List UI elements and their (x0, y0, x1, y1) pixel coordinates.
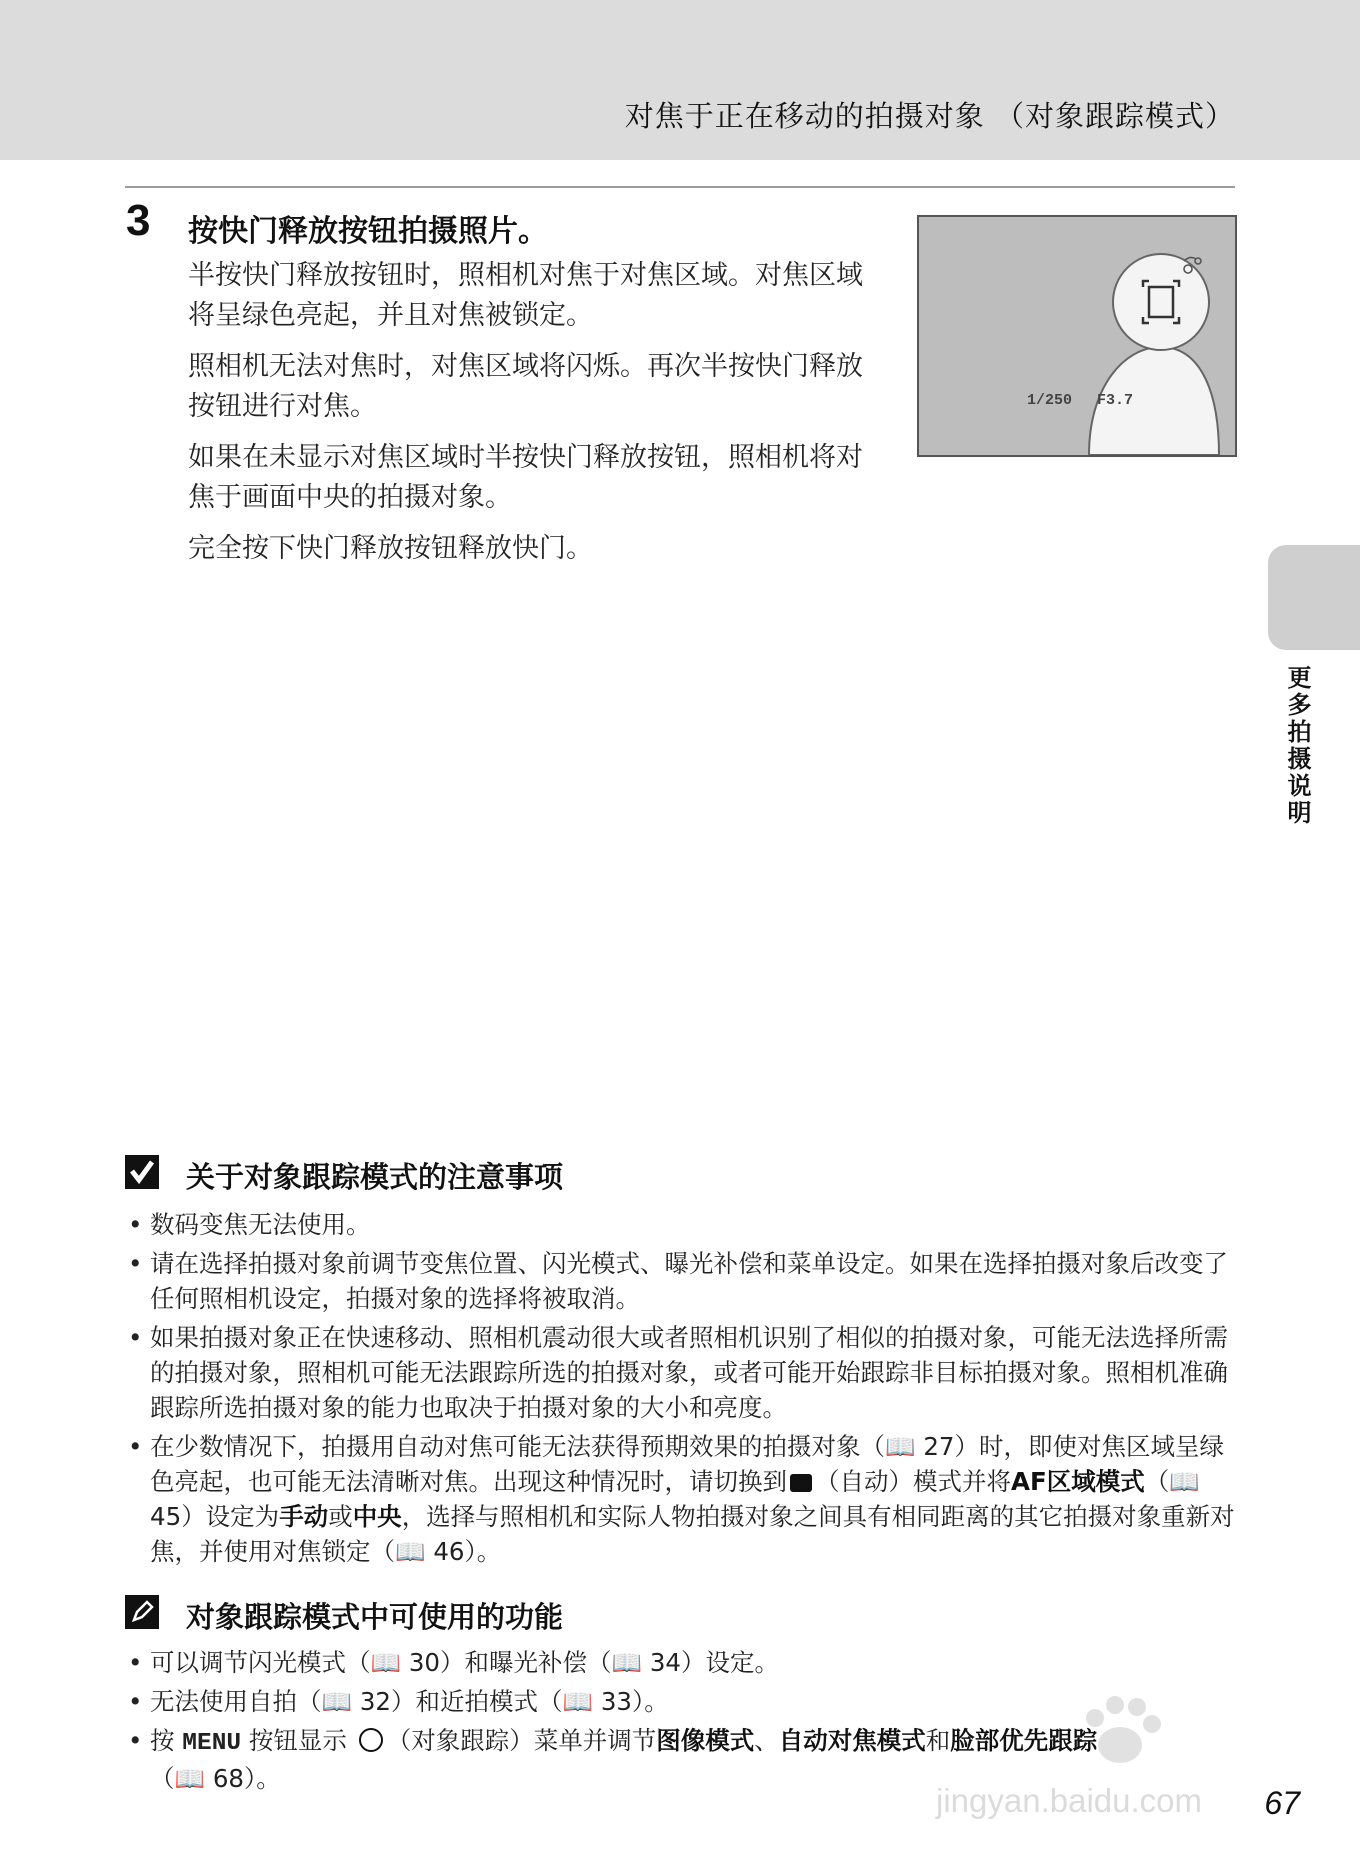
caution-note-list (128, 1207, 1238, 1573)
subject-tracking-icon (359, 1728, 383, 1752)
monitor-graphic (919, 217, 1235, 455)
section-divider (125, 186, 1235, 188)
list-item: • 无法使用自拍（📖 32）和近拍模式（📖 33）。 (128, 1684, 1238, 1719)
step-number: 3 (126, 196, 151, 245)
page-header-title: 对焦于正在移动的拍摄对象 （对象跟踪模式） (624, 99, 1235, 133)
page-reference: 33 (600, 1687, 632, 1716)
page-reference: 68 (212, 1764, 244, 1793)
list-item: • 请在选择拍摄对象前调节变焦位置、闪光模式、曝光补偿和菜单设定。如果在选择拍摄对象后改变了任何照相机设定，拍摄对象的选择将被取消。 (128, 1246, 1238, 1316)
step-paragraph: 半按快门释放按钮时，照相机对焦于对焦区域。对焦区域将呈绿色亮起，并且对焦被锁定。 (188, 260, 863, 331)
page-reference: 27 (923, 1432, 955, 1461)
chapter-tab-label: 更多拍摄说明 (1283, 665, 1311, 827)
caution-check-icon (125, 1155, 159, 1189)
note-pencil-icon (125, 1595, 159, 1629)
step-paragraph: 完全按下快门释放按钮释放快门。 (188, 533, 593, 564)
auto-mode-camera-icon (790, 1474, 812, 1492)
page-reference-icon: 📖 (611, 1648, 643, 1677)
list-item: • 可以调节闪光模式（📖 30）和曝光补偿（📖 34）设定。 (128, 1645, 1238, 1680)
step-paragraph: 如果在未显示对焦区域时半按快门释放按钮，照相机将对焦于画面中央的拍摄对象。 (188, 442, 863, 513)
page-reference-icon: 📖 (370, 1648, 402, 1677)
step-body (188, 256, 878, 580)
step-title: 按快门释放按钮拍摄照片。 (188, 214, 548, 249)
page-reference-icon: 📖 (885, 1432, 916, 1461)
list-item: • 数码变焦无法使用。 (128, 1207, 1238, 1242)
menu-button-label: MENU (182, 1730, 242, 1757)
page-reference-icon: 📖 (562, 1687, 594, 1716)
subject-head-shape (1113, 254, 1209, 350)
chapter-tab (1268, 545, 1360, 650)
functions-note-title: 对象跟踪模式中可使用的功能 (186, 1600, 564, 1634)
aperture-readout: F3.7 (1097, 392, 1134, 409)
baidu-watermark (930, 1690, 1270, 1830)
page-reference-icon: 📖 (174, 1764, 206, 1793)
watermark-url: jingyan.baidu.com (936, 1782, 1202, 1819)
shutter-speed-readout: 1/250 (1027, 392, 1073, 409)
page-reference: 32 (359, 1687, 391, 1716)
page-reference-icon: 📖 (1169, 1467, 1200, 1496)
caution-note-title: 关于对象跟踪模式的注意事项 (186, 1160, 564, 1194)
list-item: • 按 MENU 按钮显示 （对象跟踪）菜单并调节图像模式、自动对焦模式和脸部优先跟踪 （📖 68）。 (128, 1723, 1238, 1796)
page-reference-icon: 📖 (395, 1537, 426, 1566)
list-item: • 如果拍摄对象正在快速移动、照相机震动很大或者照相机识别了相似的拍摄对象，可能无法选择所需的拍摄对象，照相机可能无法跟踪所选的拍摄对象，或者可能开始跟踪非目标拍摄对象。照相机准确跟踪所选拍摄对象的能力也取决于拍摄对象的大小和亮度。 (128, 1320, 1238, 1425)
page-reference-icon: 📖 (321, 1687, 353, 1716)
header-band (0, 0, 1360, 160)
page-number: 67 (1264, 1785, 1300, 1821)
page-reference: 46 (433, 1537, 465, 1566)
page-reference: 45 (150, 1502, 182, 1531)
page-reference: 34 (649, 1648, 681, 1677)
list-item: • 在少数情况下，拍摄用自动对焦可能无法获得预期效果的拍摄对象（📖 27）时，即使对焦区域呈绿色亮起，也可能无法清晰对焦。出现这种情况时，请切换到 （自动）模式并将AF区域模式（📖 45）设定为手动或中央，选择与照相机和实际人物拍摄对象之间具有相同距离的其它拍摄对象重新对焦，并使用对焦锁定（📖 46）。 (128, 1429, 1238, 1569)
camera-monitor-illustration (917, 215, 1237, 457)
paw-logo-icon (930, 1690, 1270, 1785)
page-reference: 30 (408, 1648, 440, 1677)
step-paragraph: 照相机无法对焦时，对焦区域将闪烁。再次半按快门释放按钮进行对焦。 (188, 351, 863, 422)
